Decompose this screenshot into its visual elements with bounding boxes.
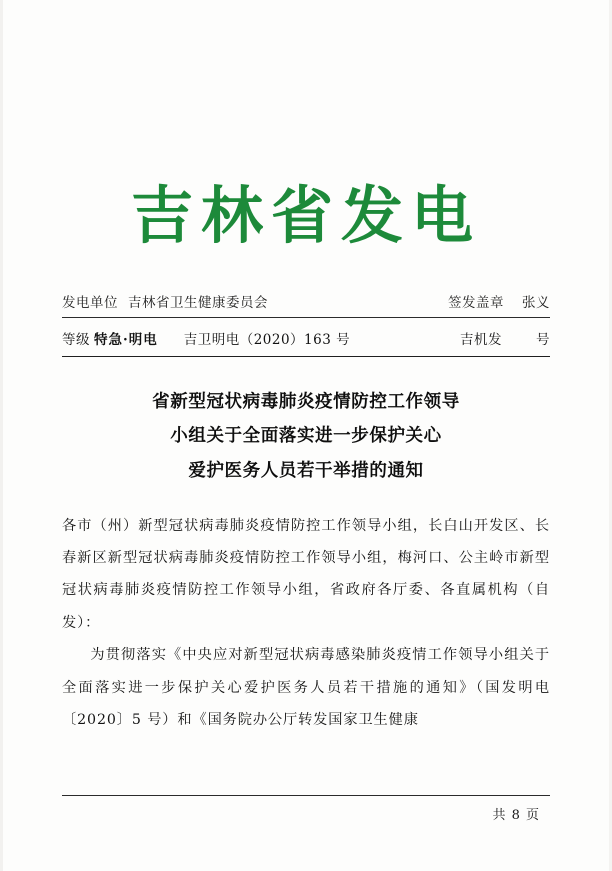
document-title [70, 385, 542, 487]
page-count: 共 8 页 [492, 808, 540, 823]
level-row [62, 318, 550, 356]
sender-row [62, 291, 550, 317]
document-title-line-1: 省新型冠状病毒肺炎疫情防控工作领导 [152, 392, 460, 413]
document-title-line-3: 爱护医务人员若干举措的通知 [188, 460, 424, 481]
document-number: 吉卫明电（2020）163 号 [183, 332, 351, 349]
machine-label: 吉机发 [460, 332, 502, 349]
signer-label: 签发盖章 [448, 295, 504, 312]
header-rule-bottom [62, 356, 550, 357]
header-meta-block [62, 251, 550, 317]
signer-value: 张义 [522, 295, 550, 312]
level-label: 等级 [62, 332, 90, 349]
document-body [62, 510, 550, 737]
body-paragraph-1: 各市（州）新型冠状病毒肺炎疫情防控工作领导小组，长白山开发区、长春新区新型冠状病毒肺炎疫情防控工作领导小组，梅河口、公主岭市新型冠状病毒肺炎疫情防控工作领导小组，省政府各厅委、各直属机构（自发）： [62, 517, 550, 631]
body-paragraph-2: 为贯彻落实《中央应对新型冠状病毒感染肺炎疫情工作领导小组关于全面落实进一步保护关心爱护医务人员若干措施的通知》（国发明电〔2020〕5 号）和《国务院办公厅转发国家卫生健康 [62, 647, 550, 728]
page-footer [62, 795, 550, 823]
masthead [0, 0, 612, 251]
machine-number: 号 [536, 332, 550, 349]
level-value: 特急·明电 [94, 332, 158, 349]
sender-value: 吉林省卫生健康委员会 [128, 295, 268, 312]
masthead-title: 吉林省发电 [130, 179, 481, 252]
scan-edge-left [0, 0, 3, 871]
document-title-line-2: 小组关于全面落实进一步保护关心 [170, 426, 442, 447]
sender-label: 发电单位 [62, 295, 118, 312]
footer-content [62, 804, 550, 823]
footer-rule [62, 795, 550, 796]
